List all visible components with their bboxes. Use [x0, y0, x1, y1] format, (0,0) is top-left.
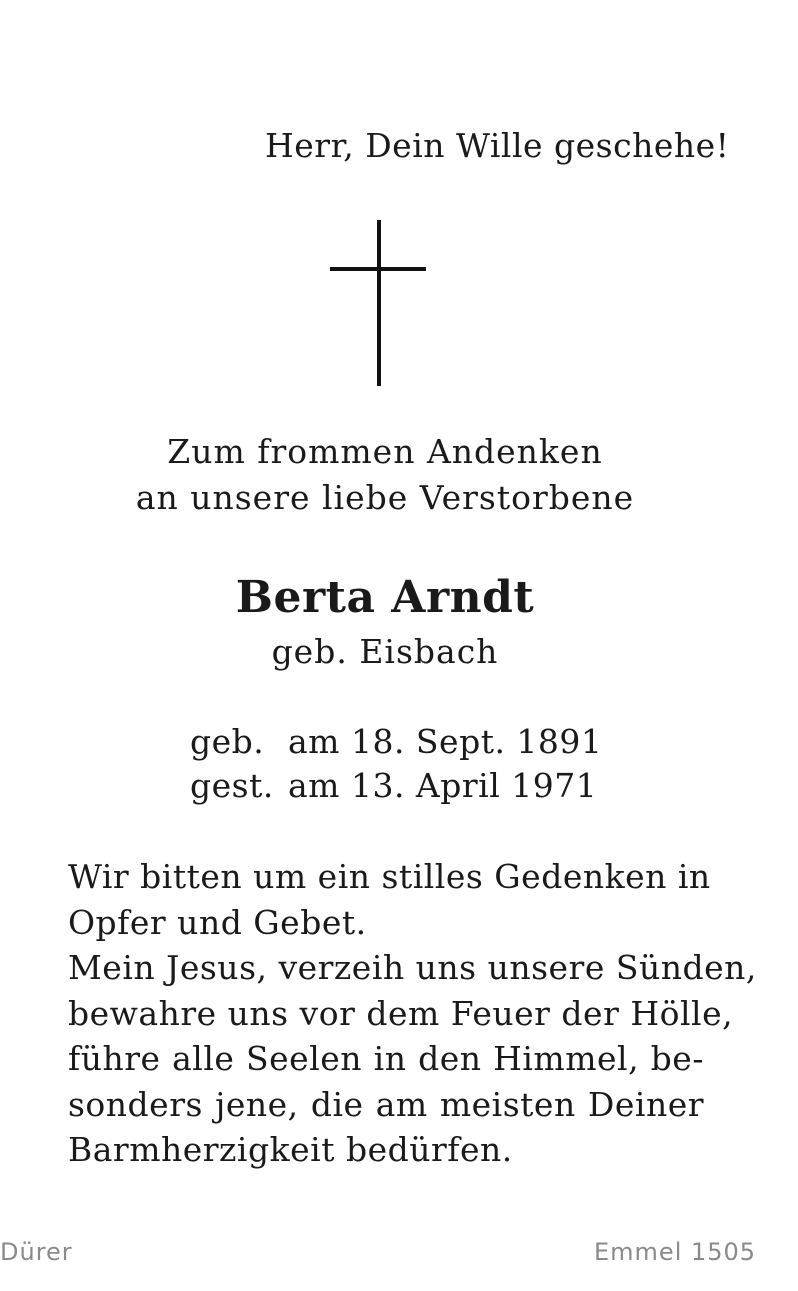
maiden-name: geb. Eisbach [271, 632, 499, 671]
birth-date-row [190, 722, 602, 761]
death-date: am 13. April 1971 [288, 766, 598, 805]
motto-text: Herr, Dein Wille geschehe! [265, 126, 730, 165]
deceased-name: Berta Arndt [235, 572, 535, 623]
death-date-row [190, 766, 597, 805]
intro-line-1: Zum frommen Andenken [167, 432, 603, 471]
cross-icon [330, 220, 430, 386]
prayer-text [68, 854, 757, 1173]
print-number: Emmel 1505 [594, 1238, 757, 1266]
prayer-line: Barmherzigkeit bedürfen. [68, 1130, 513, 1169]
prayer-line: Mein Jesus, verzeih uns unsere Sünden, [68, 948, 757, 987]
prayer-line: Wir bitten um ein stilles Gedenken in [68, 857, 711, 896]
birth-label: geb. [190, 722, 265, 761]
publisher-mark: Dürer [0, 1238, 73, 1266]
prayer-line: sonders jene, die am meisten Deiner [68, 1084, 704, 1124]
prayer-line: führe alle Seelen in den Himmel, be- [68, 1039, 704, 1078]
birth-date: am 18. Sept. 1891 [288, 722, 603, 761]
prayer-line: bewahre uns vor dem Feuer der Hölle, [68, 993, 734, 1033]
prayer-line: Opfer und Gebet. [68, 902, 367, 942]
death-label: gest. [190, 766, 274, 805]
intro-line-2: an unsere liebe Verstorbene [135, 478, 635, 517]
